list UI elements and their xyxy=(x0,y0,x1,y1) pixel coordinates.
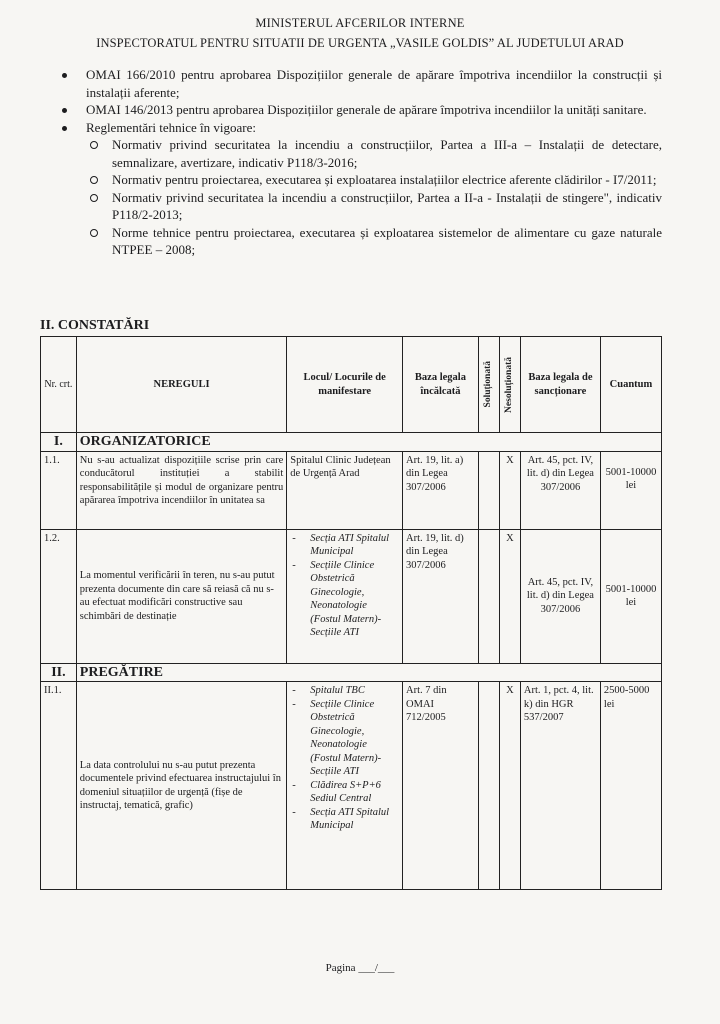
col-header-nereguli: NEREGULI xyxy=(76,337,287,433)
circle-bullet-icon xyxy=(90,141,98,149)
table-header-row xyxy=(41,337,662,433)
ministry-header: MINISTERUL AFCERILOR INTERNE xyxy=(255,16,465,30)
location-item: - Secțiile Clinice Obstetrică Ginecologie, Neonatologie (Fostul Matern)- Secțiile ATI xyxy=(290,698,399,779)
location-item: - Secțiile Clinice Obstetrică Ginecologie, Neonatologie (Fostul Matern)- Secțiile ATI xyxy=(290,559,399,640)
col-header-locul: Locul/ Locurile de manifestare xyxy=(287,337,403,433)
circle-bullet-icon xyxy=(90,229,98,237)
bullet-icon xyxy=(62,126,67,131)
list-item: OMAI 166/2010 pentru aprobarea Dispozițiilor generale de apărare împotriva incendiilor la construcții și instalații aferente; xyxy=(62,66,662,101)
section-row-pregatire: II. PREGĂTIRE xyxy=(41,663,662,682)
bullet-icon xyxy=(62,73,67,78)
findings-table xyxy=(40,336,662,890)
table-row: II.1. La data controlului nu s-au putut prezenta documentele privind efectuarea instructajului în domeniul situațiilor de urgență (fișe de instructaj, tematică, grafic) - Spitalul TBC - Secțiile Clinice Obstetrică Ginecologie, Neonatologie (Fostul Matern)- Secțiile ATI - Clădirea S+P+6 Sediul Central - Secția ATI Spitalul Municipal Art. 7 din OMAI 712/2005 X Art. 1, pct. 4, lit. k) din HGR 537/2007 2500-5000 lei xyxy=(41,682,662,890)
circle-bullet-icon xyxy=(90,194,98,202)
location-item: - Secția ATI Spitalul Municipal xyxy=(290,532,399,559)
locations-cell xyxy=(287,682,403,890)
list-item: OMAI 146/2013 pentru aprobarea Dispozițiilor generale de apărare împotriva incendiilor la unități sanitare. xyxy=(62,101,662,119)
col-header-solutionata: Soluționată xyxy=(478,337,499,433)
regulation-list xyxy=(62,66,662,259)
sub-list-item: Norme tehnice pentru proiectarea, executarea și exploatarea sistemelor de alimentare cu gaze naturale NTPEE – 2008; xyxy=(90,224,662,259)
sub-list-item: Normativ privind securitatea la incendiu a construcțiilor, Partea a III-a – Instalații de detectare, semnalizare, avertizare, indicativ P118/3-2016; xyxy=(90,136,662,171)
sub-list-item: Normativ pentru proiectarea, executarea și exploatarea instalațiilor electrice aferente clădirilor - I7/2011; xyxy=(90,171,662,189)
inspectorate-header: INSPECTORATUL PENTRU SITUATII DE URGENTA „VASILE GOLDIS” AL JUDETULUI ARAD xyxy=(96,36,624,50)
col-header-nesolutionata: Nesoluționată xyxy=(499,337,520,433)
locations-cell xyxy=(287,529,403,663)
col-header-baza-incalcata: Baza legala încălcată xyxy=(403,337,479,433)
col-header-baza-sanctionare: Baza legala de sancționare xyxy=(520,337,600,433)
circle-bullet-icon xyxy=(90,176,98,184)
sub-list-item: Normativ privind securitatea la incendiu a construcțiilor, Partea a II-a - Instalații de stingere", indicativ P118/2-2013; xyxy=(90,189,662,224)
technical-regulations-list xyxy=(90,136,662,259)
page-number: Pagina ___/___ xyxy=(325,962,395,974)
col-header-nr: Nr. crt. xyxy=(41,337,77,433)
table-row: 1.2. La momentul verificării în teren, nu s-au putut prezenta documente din care să reiasă că nu s-au efectuat modificări constructive sau schimbări de destinație - Secția ATI Spitalul Municipal - Secțiile Clinice Obstetrică Ginecologie, Neonatologie (Fostul Matern)- Secțiile ATI Art. 19, lit. d) din Legea 307/2006 X Art. 45, pct. IV, lit. d) din Legea 307/2006 5001-10000 lei xyxy=(41,529,662,663)
col-header-cuantum: Cuantum xyxy=(600,337,661,433)
location-item: - Spitalul TBC xyxy=(290,684,399,698)
location-item: - Clădirea S+P+6 Sediul Central xyxy=(290,779,399,806)
section-title: II. CONSTATĂRI xyxy=(40,318,150,333)
section-row-organizatorice: I. ORGANIZATORICE xyxy=(41,433,662,452)
location-item: - Secția ATI Spitalul Municipal xyxy=(290,806,399,833)
bullet-icon xyxy=(62,108,67,113)
table-row: 1.1. Nu s-au actualizat dispozițiile scrise prin care conducătorul instituției a stabilit responsabilitățile și modul de organizare pentru apărarea împotriva incendiilor în unitatea sa Spitalul Clinic Județean de Urgență Arad Art. 19, lit. a) din Legea 307/2006 X Art. 45, pct. IV, lit. d) din Legea 307/2006 5001-10000 lei xyxy=(41,451,662,529)
list-item: Reglementări tehnice în vigoare: xyxy=(62,119,662,137)
